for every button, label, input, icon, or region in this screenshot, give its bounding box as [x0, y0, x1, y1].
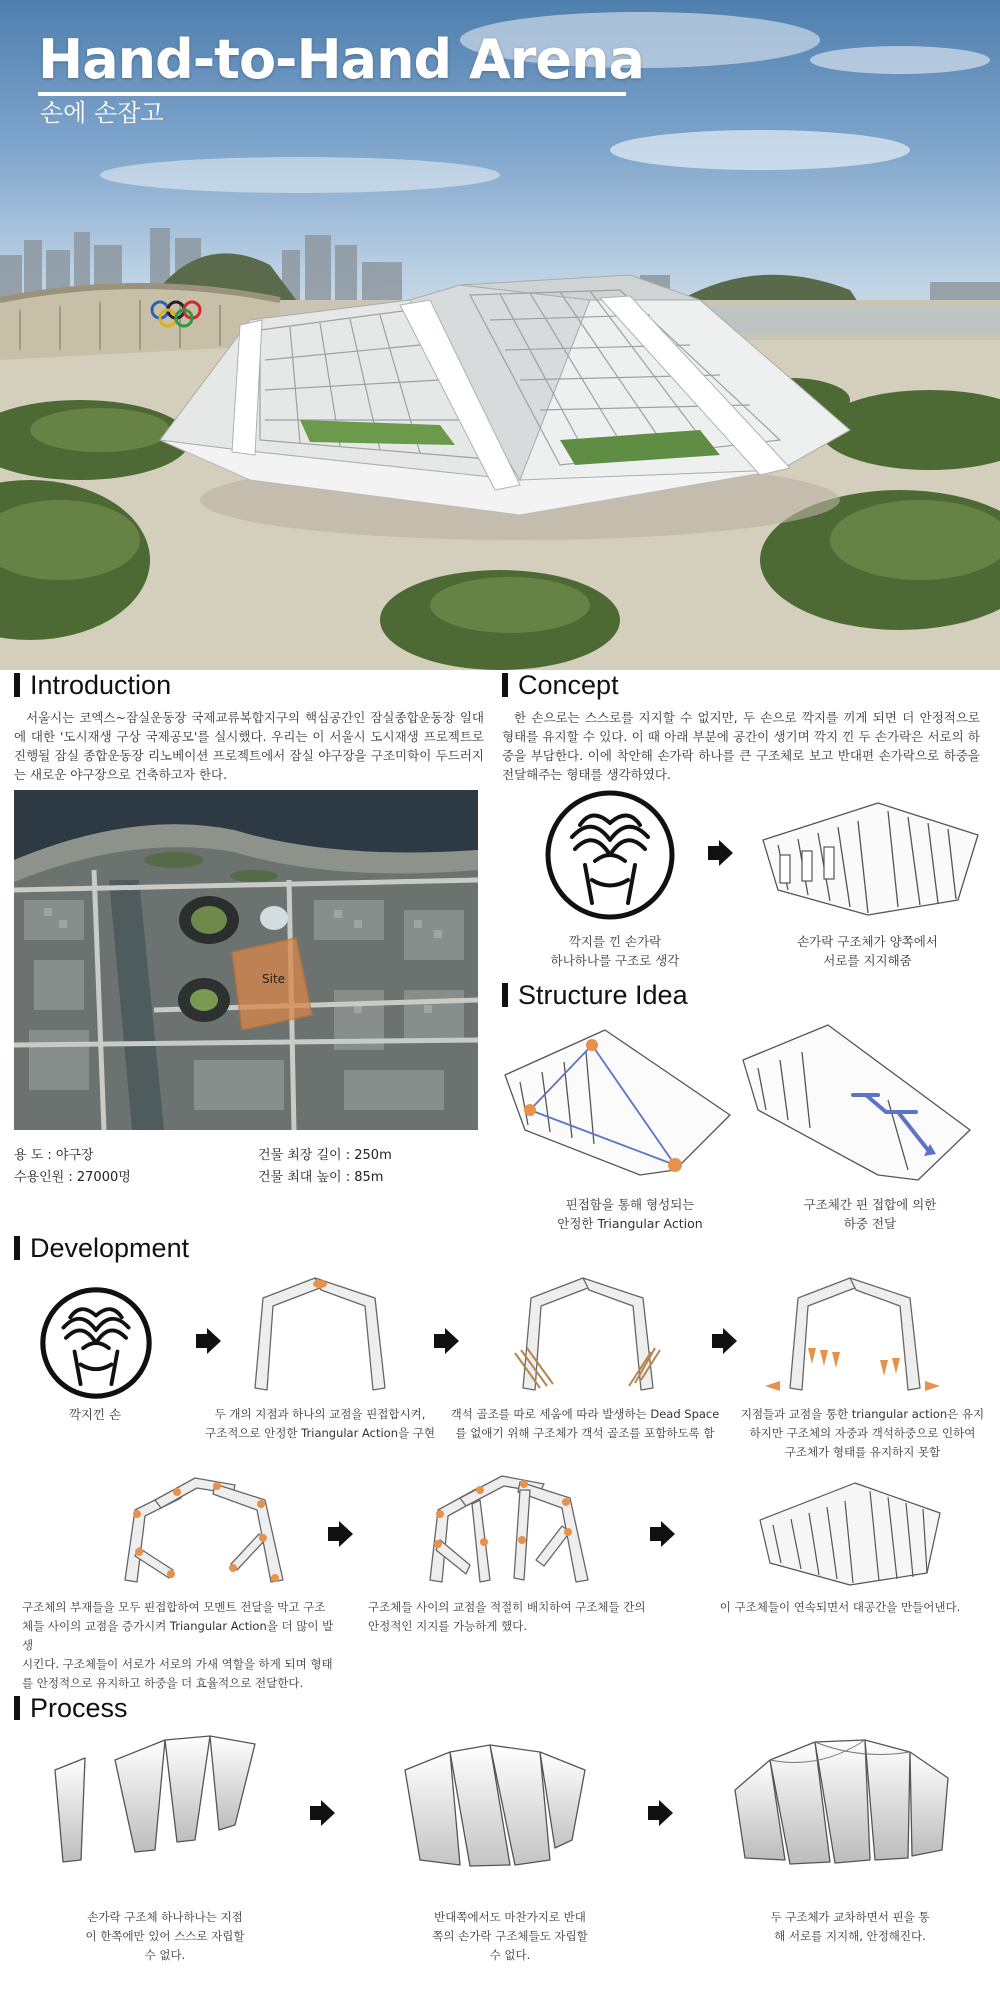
section-heading-introduction: Introduction — [14, 670, 171, 700]
development-caption-2: 두 개의 지점과 하나의 교점을 핀접합시켜, 구조적으로 안정한 Triangular Action을 구현 — [205, 1407, 435, 1440]
hero-rendering — [0, 0, 1000, 670]
pin-joint-arch-diagram — [245, 1268, 395, 1398]
concept-caption-left: 깍지를 낀 손가락 하나하나를 구조로 생각 — [550, 934, 680, 968]
single-finger-structure-diagram — [45, 1730, 275, 1870]
site-label: Site — [262, 972, 286, 986]
development-caption-5: 구조체의 부재들을 모두 핀접합하여 모멘트 전달을 막고 구조 체들 사이의 교점을 증가시켜 Triangular Action을 더 많이 발생 시킨다. 구조체들이 서로가 서로의 가새 역할을 하게 되며 형태 를 안정적으로 유지하고 하중을 더 효율적으로 전달한다. — [22, 1600, 334, 1690]
interlocked-structure-diagram — [730, 1730, 955, 1870]
clasped-hands-icon — [540, 785, 680, 925]
process-caption-1: 손가락 구조체 하나하나는 지점 이 한쪽에만 있어 스스로 자립할 수 없다. — [85, 1910, 245, 1962]
load-failure-arch-diagram — [760, 1268, 945, 1398]
hero-title-underline — [38, 92, 626, 96]
process-caption-3: 두 구조체가 교차하면서 핀을 통 해 서로를 지지해, 안정해진다. — [770, 1910, 930, 1943]
opposite-finger-structure-diagram — [400, 1730, 600, 1870]
hero-title: Hand-to-Hand Arena — [38, 28, 644, 91]
concept-text: 한 손으로는 스스로를 지지할 수 없지만, 두 손으로 깍지를 끼게 되면 더 안정적으로 형태를 유지할 수 있다. 이 때 아래 부분에 공간이 생기며 깍지 낀 두 손가락은 서로의 하중을 부담한다. 이에 착안해 손가락 하나를 큰 구조체로 보고 반대편 손가락으로 하중을 전달해주는 형태를 생각하였다. — [502, 710, 980, 782]
finger-structure-diagram — [758, 795, 983, 920]
aerial-map-illustration — [14, 790, 478, 1130]
triangular-action-diagram — [500, 1020, 735, 1190]
clasped-hands-icon — [36, 1283, 156, 1403]
development-caption-3: 객석 골조를 따로 세움에 따라 발생하는 Dead Space 를 없애기 위해 구조체가 객석 골조를 포함하도록 함 — [450, 1407, 720, 1440]
info-capacity: 수용인원 : 27000명 — [14, 1170, 131, 1185]
section-heading-structure-idea: Structure Idea — [502, 980, 688, 1010]
introduction-text: 서울시는 코엑스~잠실운동장 국제교류복합지구의 핵심공간인 잠실종합운동장 일대에 대한 '도시재생 구상 국제공모'를 실시했다. 우리는 이 서울시 도시재생 프로젝트로 진행될 잠실 종합운동장 리노베이션 프로젝트에서 잠실 야구장을 구조미학이 두드러지는 새로운 야구장으로 건축하고자 한다. — [14, 710, 484, 782]
development-caption-6: 구조체들 사이의 교점을 적절히 배치하여 구조체들 간의 안정적인 지지를 가능하게 했다. — [368, 1600, 646, 1633]
seat-frame-arch-diagram — [505, 1268, 670, 1398]
development-caption-1: 깍지낀 손 — [68, 1407, 122, 1422]
multi-pin-arch-diagram — [115, 1470, 295, 1590]
pin-load-transfer-diagram — [738, 1020, 978, 1190]
structure-caption-left: 핀접함을 통해 형성되는 안정한 Triangular Action — [557, 1197, 703, 1231]
continuous-structure-diagram — [755, 1475, 945, 1590]
info-max-length: 건물 최장 길이 : 250m — [258, 1148, 392, 1163]
info-max-height: 건물 최대 높이 : 85m — [258, 1170, 384, 1185]
section-heading-development: Development — [14, 1233, 189, 1263]
site-aerial-map — [14, 790, 478, 1130]
structure-caption-right: 구조체간 핀 접합에 의한 하중 전달 — [803, 1197, 937, 1231]
intersection-arch-diagram — [420, 1470, 600, 1590]
development-caption-7: 이 구조체들이 연속되면서 대공간을 만들어낸다. — [719, 1600, 961, 1614]
hero-subtitle: 손에 손잡고 — [40, 99, 164, 127]
info-use: 용 도 : 야구장 — [14, 1148, 94, 1163]
concept-caption-right: 손가락 구조체가 양쪽에서 서로를 지지해줌 — [797, 934, 938, 968]
development-caption-4: 지점들과 교점을 통한 triangular action은 유지 하지만 구조체의 자중과 객석하중으로 인하여 구조체가 형태를 유지하지 못함 — [740, 1407, 985, 1459]
process-caption-2: 반대쪽에서도 마찬가지로 반대 쪽의 손가락 구조체들도 자립할 수 없다. — [432, 1910, 588, 1962]
section-heading-concept: Concept — [502, 670, 619, 700]
section-heading-process: Process — [14, 1693, 128, 1723]
